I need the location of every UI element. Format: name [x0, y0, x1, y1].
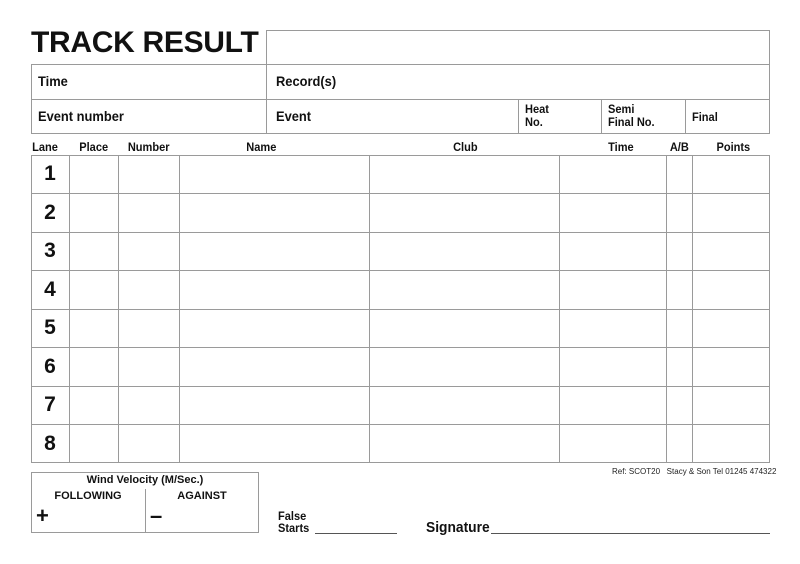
against-label: AGAINST: [177, 490, 227, 502]
heat-divider: [518, 99, 519, 134]
form-title: TRACK RESULT: [31, 26, 259, 59]
col-header-name: Name: [246, 140, 277, 154]
signature-label: Signature: [426, 519, 490, 536]
final-label: Final: [692, 110, 718, 124]
event-field-label: Event: [276, 108, 312, 124]
col-header-time: Time: [608, 140, 634, 154]
col-header-points: Points: [716, 140, 751, 154]
lane-number: 2: [44, 201, 56, 224]
heat-label-line2: No.: [525, 115, 543, 129]
printer-reference: Ref: SCOT20 Stacy & Son Tel 01245 474322: [612, 467, 777, 476]
signature-line[interactable]: [491, 533, 770, 534]
heat-label-line1: Heat: [525, 102, 549, 116]
row-divider: [31, 386, 770, 387]
row-divider: [31, 232, 770, 233]
semi-label-line2: Final No.: [608, 115, 655, 129]
title-blank-field[interactable]: [266, 30, 770, 65]
plus-sign: +: [36, 503, 49, 528]
semi-label-line1: Semi: [608, 102, 635, 116]
lane-number: 7: [44, 393, 56, 416]
false-starts-label-line2: Starts: [278, 521, 310, 535]
row-divider: [31, 193, 770, 194]
lane-number: 8: [44, 432, 56, 455]
col-header-lane: Lane: [32, 140, 58, 154]
col-header-ab: A/B: [669, 140, 689, 154]
semi-divider: [601, 99, 602, 134]
row-divider: [31, 424, 770, 425]
col-header-club: Club: [453, 140, 478, 154]
header-col-divider: [266, 64, 267, 134]
time-field-label: Time: [38, 73, 68, 89]
lane-number: 3: [44, 239, 56, 262]
minus-sign: –: [150, 503, 163, 528]
col-header-place: Place: [79, 140, 109, 154]
lane-number: 4: [44, 278, 56, 301]
records-field-label: Record(s): [276, 73, 337, 89]
wind-velocity-title: Wind Velocity (M/Sec.): [86, 474, 204, 486]
final-divider: [685, 99, 686, 134]
lane-number: 1: [44, 162, 56, 185]
false-starts-line[interactable]: [315, 533, 397, 534]
event-number-field-label: Event number: [38, 108, 124, 124]
lane-number: 5: [44, 316, 56, 339]
lane-number: 6: [44, 355, 56, 378]
header-row-divider: [31, 99, 770, 100]
row-divider: [31, 309, 770, 310]
false-starts-label-line1: False: [278, 509, 307, 523]
row-divider: [31, 270, 770, 271]
col-header-number: Number: [127, 140, 170, 154]
row-divider: [31, 347, 770, 348]
following-label: FOLLOWING: [54, 490, 122, 502]
